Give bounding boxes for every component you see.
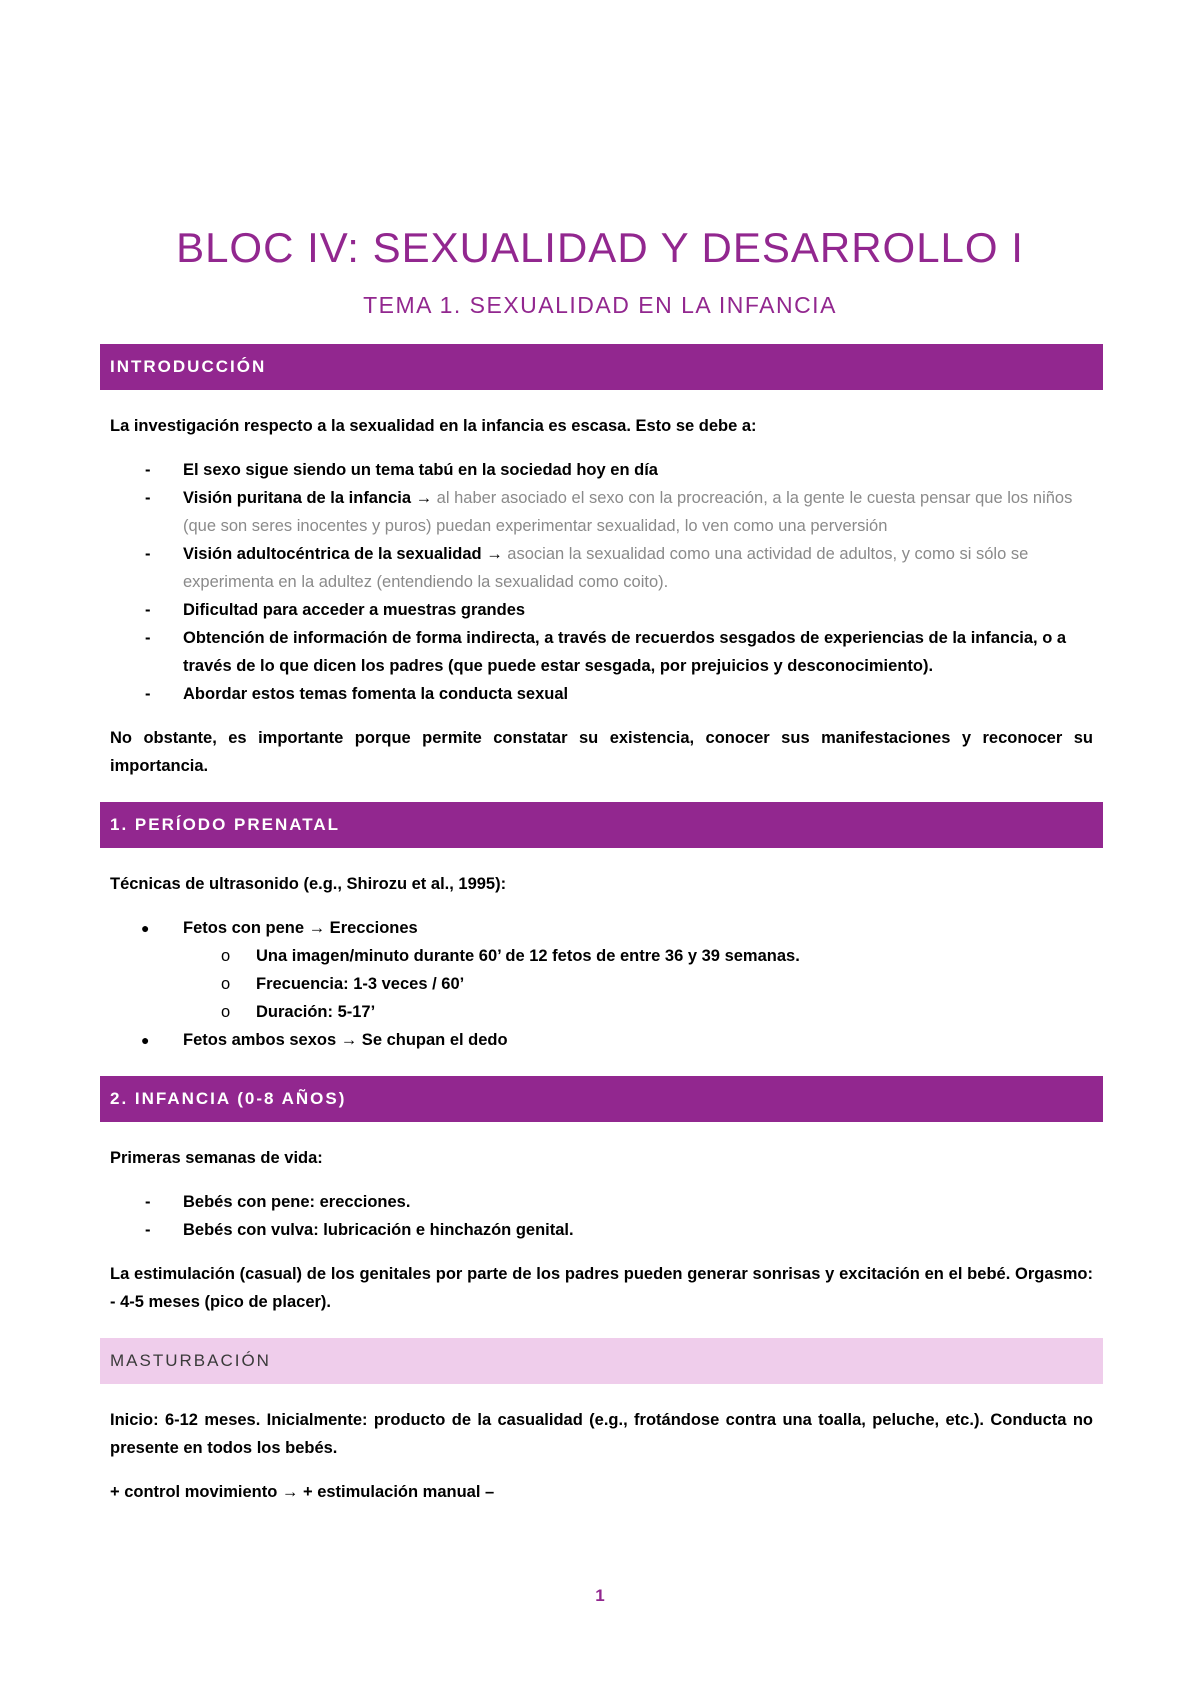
list-item: - Obtención de información de forma indirecta, a través de recuerdos sesgados de experiencias de la infancia, o a través de lo que dicen los padres (que puede estar sesgada, por prejuicios y desconocimiento). [145, 629, 1067, 675]
list-item: - Bebés con vulva: lubricación e hinchazón genital. [145, 1221, 574, 1239]
document-title: BLOC IV: SEXUALIDAD Y DESARROLLO I [176, 224, 1024, 271]
masturbacion-paragraph: Inicio: 6-12 meses. Inicialmente: producto de la casualidad (e.g., frotándose contra una toalla, peluche, etc.). Conducta no presente en todos los bebés. [110, 1411, 1093, 1457]
list-item: ● Fetos con pene → Erecciones o Una imagen/minuto durante 60’ de 12 fetos de entre 36 y 39 semanas. o Frecuencia: 1-3 veces / 60’ o Duración: 5-17’ [100, 914, 1103, 1026]
bullet-icon: ● [141, 920, 150, 936]
prenatal-lead: Técnicas de ultrasonido (e.g., Shirozu et al., 1995): [110, 875, 507, 893]
list-item: - Dificultad para acceder a muestras grandes [145, 601, 526, 619]
list-item: - Abordar estos temas fomenta la conducta sexual [145, 685, 569, 703]
page-number: 1 [595, 1586, 605, 1605]
list-item: - El sexo sigue siendo un tema tabú en la sociedad hoy en día [145, 461, 658, 479]
list-item: - Bebés con pene: erecciones. [145, 1193, 411, 1211]
list-item: o Frecuencia: 1-3 veces / 60’ [221, 975, 465, 993]
document-subtitle: TEMA 1. SEXUALIDAD EN LA INFANCIA [363, 292, 837, 318]
list-item: o Una imagen/minuto durante 60’ de 12 fetos de entre 36 y 39 semanas. [221, 947, 800, 965]
intro-list [100, 456, 1103, 708]
intro-lead: La investigación respecto a la sexualidad en la infancia es escasa. Esto se debe a: [110, 417, 757, 435]
document-body [100, 344, 1103, 1506]
list-item: o Duración: 5-17’ [221, 1003, 376, 1021]
intro-closing: No obstante, es importante porque permite constatar su existencia, conocer sus manifestaciones y reconocer su importancia. [110, 729, 1093, 775]
list-item: ● Fetos ambos sexos → Se chupan el dedo [100, 1026, 1103, 1054]
section-heading-introduccion: INTRODUCCIÓN [100, 344, 1103, 390]
list-item: - Visión puritana de la infancia → al haber asociado el sexo con la procreación, a la gente le cuesta pensar que los niños (que son seres inocentes y puros) puedan experimentar sexualidad, lo ven como una perversión [145, 489, 1073, 535]
masturbacion-last-line: + control movimiento → + estimulación manual – [110, 1483, 495, 1501]
section-heading-prenatal: 1. PERÍODO PRENATAL [100, 802, 1103, 848]
prenatal-sublist [183, 942, 1103, 1026]
infancia-lead: Primeras semanas de vida: [110, 1149, 323, 1167]
subsection-heading-masturbacion: MASTURBACIÓN [100, 1338, 1103, 1384]
infancia-paragraph: La estimulación (casual) de los genitales por parte de los padres pueden generar sonrisas y excitación en el bebé. Orgasmo: - 4-5 meses (pico de placer). [110, 1265, 1093, 1311]
infancia-list [100, 1188, 1103, 1244]
prenatal-list [100, 914, 1103, 1054]
section-heading-infancia: 2. INFANCIA (0-8 AÑOS) [100, 1076, 1103, 1122]
bullet-icon: ● [141, 1032, 150, 1048]
list-item: - Visión adultocéntrica de la sexualidad → asocian la sexualidad como una actividad de adultos, y como si sólo se experimenta en la adultez (entendiendo la sexualidad como coito). [145, 545, 1029, 591]
